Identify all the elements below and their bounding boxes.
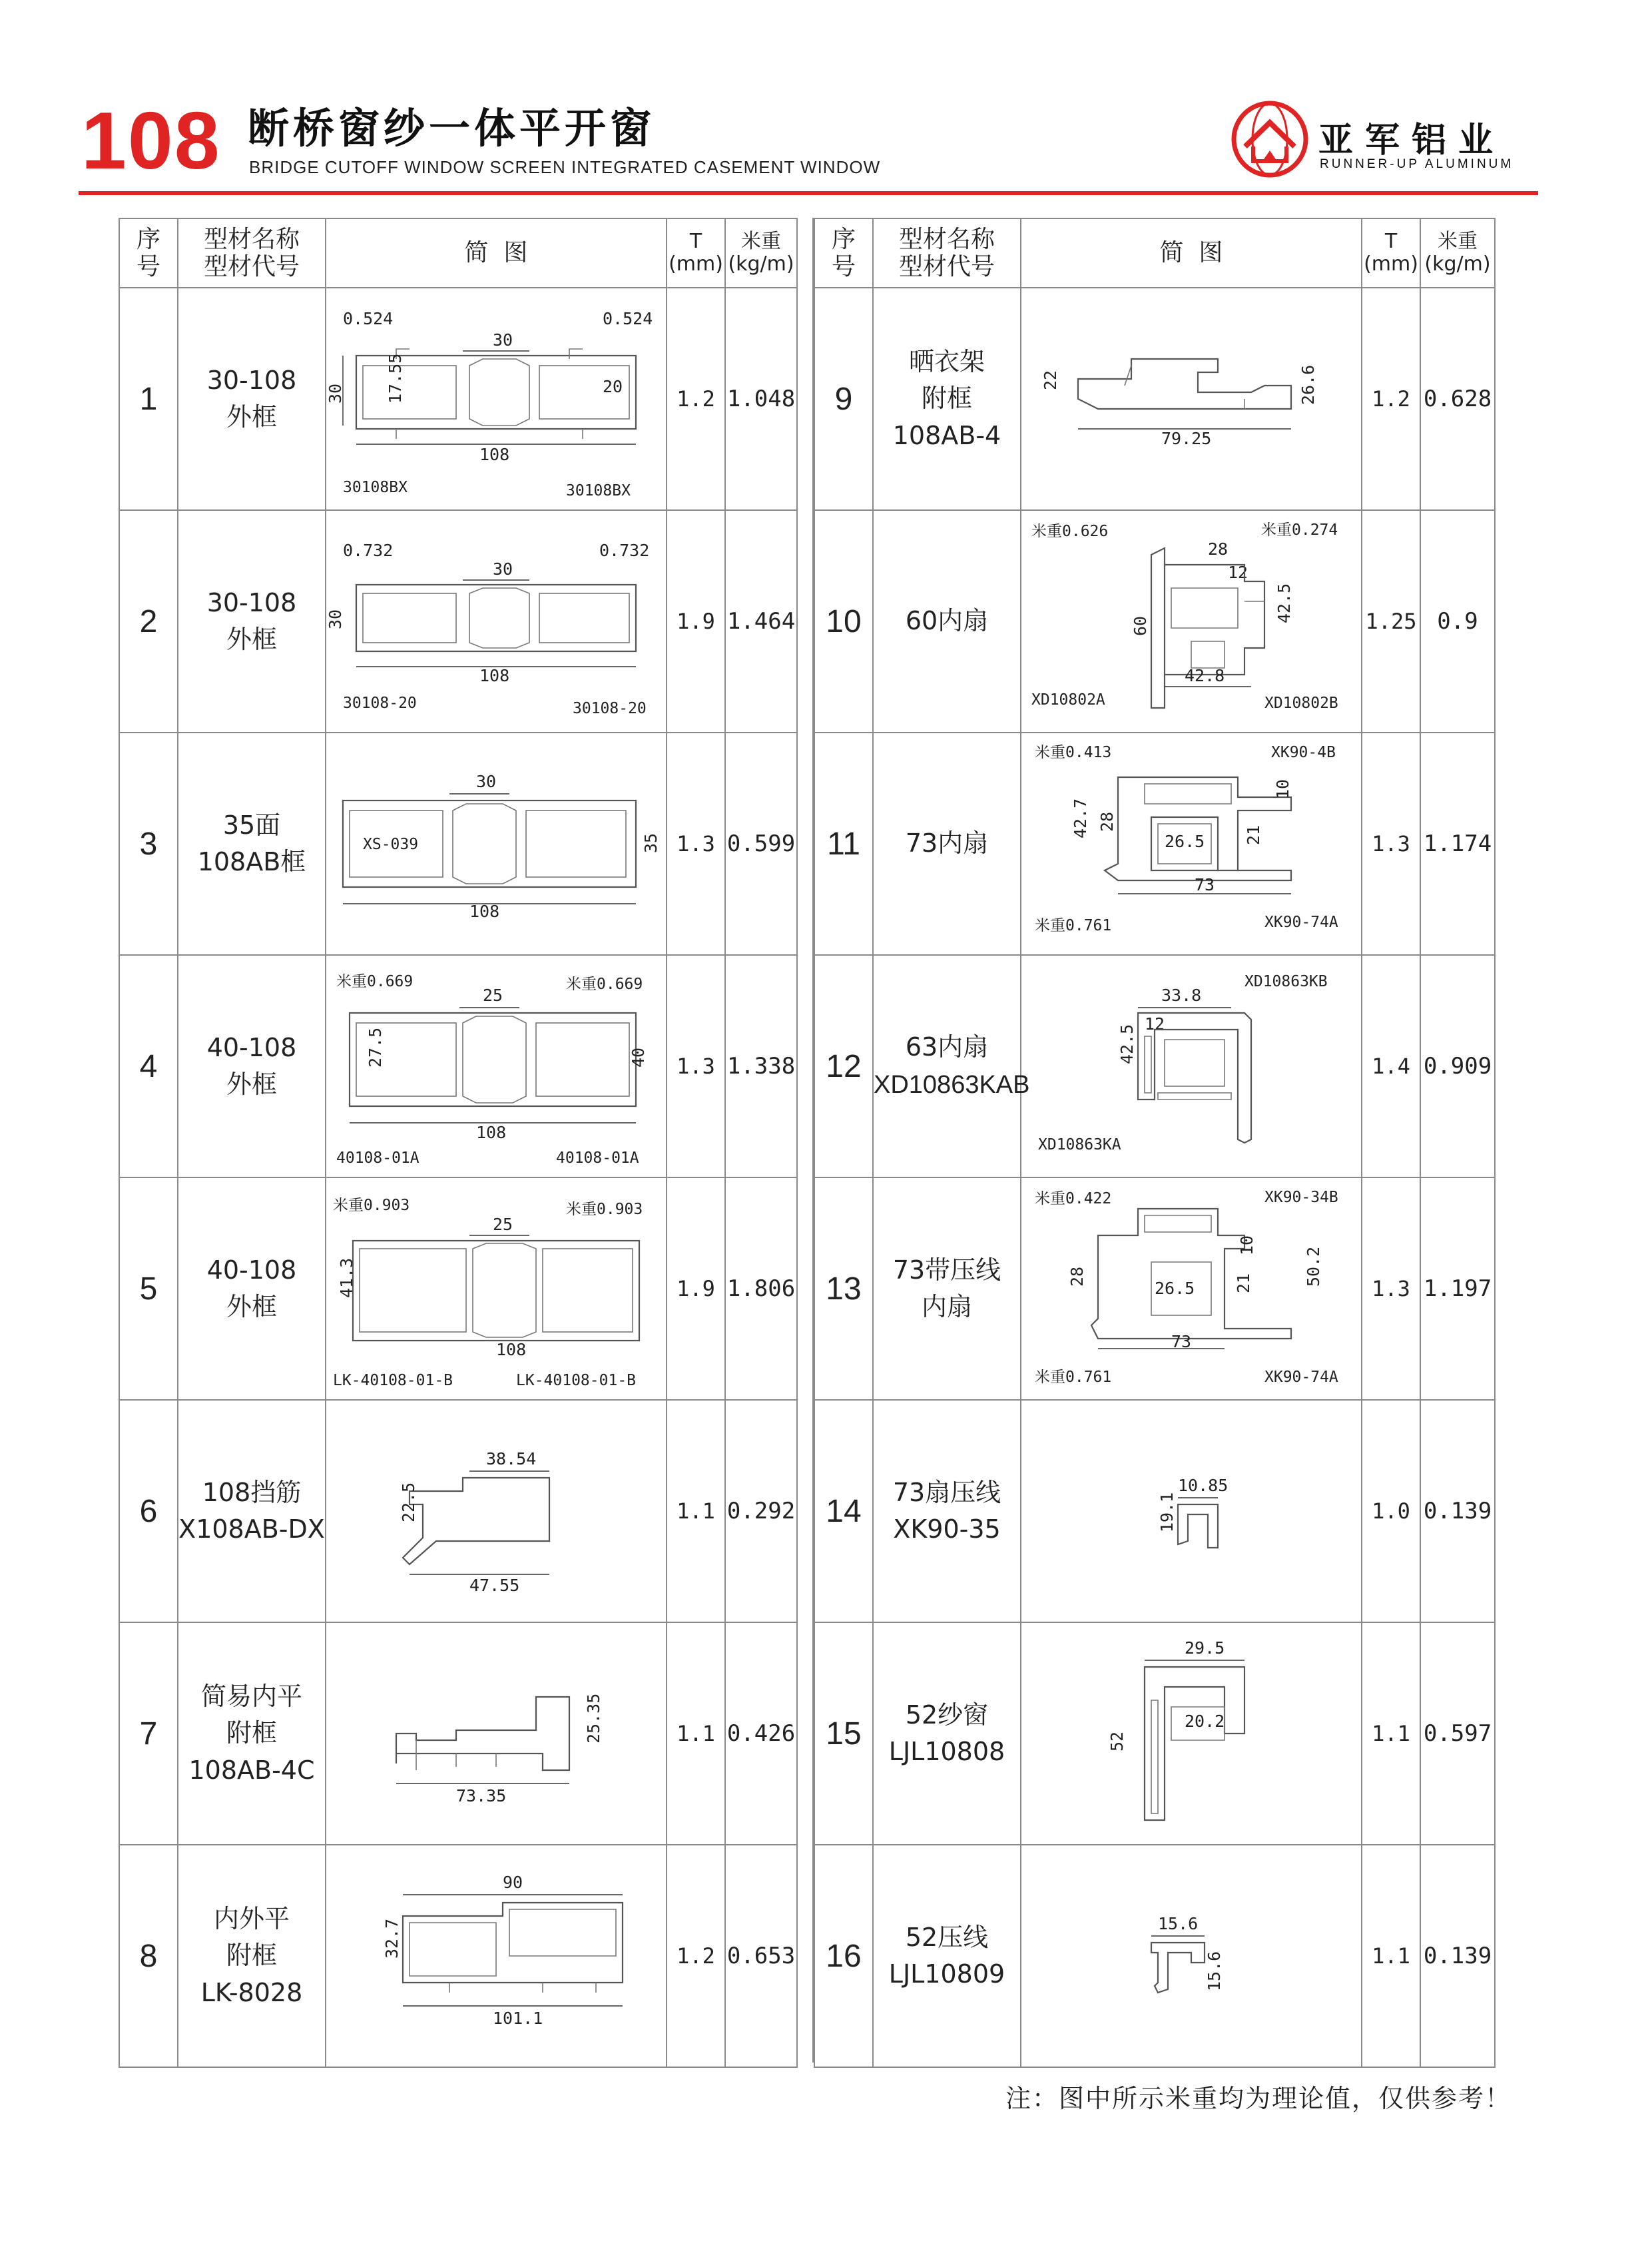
profile-name: 52压线 LJL10809 (873, 1845, 1021, 2067)
weight-value: 0.426 (725, 1622, 797, 1845)
svg-text:12: 12 (1228, 563, 1248, 582)
header-sketch: 简 图 (1021, 218, 1362, 288)
header-no: 序 号 (119, 218, 178, 288)
row-number: 10 (814, 510, 873, 733)
svg-text:90: 90 (503, 1873, 523, 1892)
profile-sketch (1021, 955, 1362, 1177)
table-row (814, 733, 1495, 955)
thickness-value: 1.1 (667, 1400, 725, 1622)
table-header (119, 218, 797, 288)
svg-text:30108-20: 30108-20 (573, 700, 647, 717)
svg-text:101.1: 101.1 (493, 2009, 543, 2028)
profile-name: 40-108 外框 (178, 955, 326, 1177)
profile-sketch (326, 510, 667, 733)
profile-name: 73扇压线 XK90-35 (873, 1400, 1021, 1622)
profile-sketch (326, 1622, 667, 1845)
row-number: 7 (119, 1622, 178, 1845)
svg-text:XD10863KB: XD10863KB (1244, 973, 1328, 990)
svg-text:XD10802A: XD10802A (1031, 691, 1105, 709)
weight-value: 0.597 (1420, 1622, 1495, 1845)
svg-text:30: 30 (326, 383, 345, 404)
svg-text:15.6: 15.6 (1158, 1914, 1199, 1933)
svg-text:25: 25 (483, 986, 503, 1005)
svg-text:LK-40108-01-B: LK-40108-01-B (516, 1372, 637, 1389)
svg-text:XK90-74A: XK90-74A (1264, 914, 1338, 931)
svg-text:42.7: 42.7 (1071, 798, 1090, 838)
row-number: 2 (119, 510, 178, 733)
thickness-value: 1.2 (1362, 288, 1420, 510)
svg-text:XD10802B: XD10802B (1264, 695, 1338, 712)
svg-text:22.5: 22.5 (399, 1482, 418, 1522)
svg-text:米重0.761: 米重0.761 (1035, 917, 1112, 934)
svg-text:20.2: 20.2 (1185, 1712, 1225, 1731)
table-row (119, 1177, 797, 1400)
svg-text:19.1: 19.1 (1157, 1492, 1177, 1532)
svg-text:42.8: 42.8 (1185, 666, 1225, 685)
svg-text:60: 60 (1131, 615, 1150, 636)
svg-text:17.55: 17.55 (386, 353, 405, 404)
svg-text:XD10863KA: XD10863KA (1038, 1136, 1121, 1153)
svg-text:26.5: 26.5 (1155, 1279, 1195, 1298)
thickness-value: 1.4 (1362, 955, 1420, 1177)
svg-text:73.35: 73.35 (456, 1786, 507, 1805)
weight-value: 0.599 (725, 733, 797, 955)
row-number: 15 (814, 1622, 873, 1845)
profile-name: 35面 108AB框 (178, 733, 326, 955)
weight-value: 1.338 (725, 955, 797, 1177)
row-number: 16 (814, 1845, 873, 2067)
row-number: 9 (814, 288, 873, 510)
svg-text:28: 28 (1097, 811, 1117, 832)
brand-name-cn: 亚军铝业 (1318, 121, 1506, 160)
svg-text:79.25: 79.25 (1161, 429, 1212, 448)
header-weight: 米重 (kg/m) (725, 218, 797, 288)
table-row (814, 510, 1495, 733)
spec-table-left (119, 218, 798, 2068)
profile-sketch (326, 733, 667, 955)
table-row (119, 1845, 797, 2067)
row-number: 12 (814, 955, 873, 1177)
profile-name: 60内扇 (873, 510, 1021, 733)
svg-text:28: 28 (1208, 539, 1229, 559)
svg-text:108: 108 (469, 902, 500, 921)
thickness-value: 1.3 (1362, 1177, 1420, 1400)
profile-name: 63内扇 XD10863KAB (873, 955, 1021, 1177)
svg-text:30108BX: 30108BX (566, 482, 631, 499)
svg-text:米重0.626: 米重0.626 (1031, 523, 1109, 540)
profile-sketch (326, 1177, 667, 1400)
thickness-value: 1.2 (667, 288, 725, 510)
svg-text:米重0.903: 米重0.903 (333, 1197, 410, 1214)
header-name: 型材名称 型材代号 (178, 218, 326, 288)
svg-text:XK90-74A: XK90-74A (1264, 1369, 1338, 1386)
thickness-value: 1.9 (667, 1177, 725, 1400)
svg-text:52: 52 (1107, 1731, 1127, 1752)
thickness-value: 1.9 (667, 510, 725, 733)
svg-text:22: 22 (1041, 370, 1060, 390)
svg-text:41.3: 41.3 (337, 1257, 356, 1298)
header-no: 序 号 (814, 218, 873, 288)
svg-text:米重0.274: 米重0.274 (1261, 521, 1338, 539)
svg-text:47.55: 47.55 (469, 1576, 520, 1595)
table-row (119, 733, 797, 955)
header-rule (79, 191, 1538, 195)
svg-text:38.54: 38.54 (486, 1449, 537, 1468)
svg-text:27.5: 27.5 (366, 1027, 385, 1068)
svg-text:0.732: 0.732 (599, 541, 650, 560)
table-row (119, 955, 797, 1177)
svg-text:28: 28 (1067, 1266, 1087, 1287)
profile-name: 108挡筋 X108AB-DX (178, 1400, 326, 1622)
svg-text:25: 25 (493, 1215, 513, 1234)
thickness-value: 1.25 (1362, 510, 1420, 733)
svg-text:20: 20 (603, 377, 623, 396)
weight-value: 0.653 (725, 1845, 797, 2067)
table-row (814, 1622, 1495, 1845)
svg-text:35: 35 (641, 832, 661, 853)
svg-text:米重0.413: 米重0.413 (1035, 744, 1112, 761)
svg-text:米重0.669: 米重0.669 (336, 973, 413, 990)
row-number: 8 (119, 1845, 178, 2067)
svg-text:33.8: 33.8 (1161, 986, 1202, 1005)
svg-text:40: 40 (629, 1047, 648, 1068)
svg-text:0.732: 0.732 (343, 541, 394, 560)
weight-value: 0.139 (1420, 1845, 1495, 2067)
svg-text:42.5: 42.5 (1117, 1024, 1137, 1064)
svg-text:10: 10 (1237, 1235, 1256, 1255)
brand-name-en: RUNNER-UP ALUMINUM (1320, 157, 1514, 171)
svg-text:30: 30 (493, 559, 513, 579)
svg-text:73: 73 (1171, 1332, 1192, 1351)
thickness-value: 1.1 (1362, 1845, 1420, 2067)
svg-text:米重0.903: 米重0.903 (566, 1201, 643, 1218)
table-row (119, 1400, 797, 1622)
profile-name: 73内扇 (873, 733, 1021, 955)
svg-text:30: 30 (493, 330, 513, 350)
svg-text:108: 108 (479, 666, 510, 685)
thickness-value: 1.2 (667, 1845, 725, 2067)
svg-text:40108-01A: 40108-01A (336, 1149, 419, 1167)
profile-sketch (326, 288, 667, 510)
header-name: 型材名称 型材代号 (873, 218, 1021, 288)
header-weight: 米重 (kg/m) (1420, 218, 1495, 288)
svg-text:10: 10 (1273, 779, 1292, 799)
svg-text:29.5: 29.5 (1185, 1638, 1225, 1658)
weight-value: 0.909 (1420, 955, 1495, 1177)
weight-value: 0.292 (725, 1400, 797, 1622)
profile-sketch (1021, 510, 1362, 733)
svg-text:15.6: 15.6 (1205, 1951, 1224, 1991)
profile-name: 30-108 外框 (178, 288, 326, 510)
profile-sketch (1021, 733, 1362, 955)
table-row (814, 1400, 1495, 1622)
svg-text:73: 73 (1195, 875, 1215, 894)
house-globe-icon (1231, 100, 1309, 178)
weight-value: 0.9 (1420, 510, 1495, 733)
svg-text:42.5: 42.5 (1274, 583, 1294, 623)
table-row (119, 288, 797, 510)
row-number: 4 (119, 955, 178, 1177)
header-thickness: T (mm) (667, 218, 725, 288)
row-number: 1 (119, 288, 178, 510)
profile-name: 晒衣架 附框 108AB-4 (873, 288, 1021, 510)
row-number: 11 (814, 733, 873, 955)
svg-text:XK90-4B: XK90-4B (1271, 744, 1336, 761)
profile-sketch (1021, 1622, 1362, 1845)
svg-text:30: 30 (326, 609, 345, 629)
svg-text:26.6: 26.6 (1298, 364, 1318, 405)
table-row (119, 1622, 797, 1845)
catalog-number: 108 (81, 95, 221, 186)
thickness-value: 1.3 (1362, 733, 1420, 955)
header-sketch: 简 图 (326, 218, 667, 288)
weight-value: 1.174 (1420, 733, 1495, 955)
profile-sketch (1021, 1400, 1362, 1622)
svg-text:米重0.761: 米重0.761 (1035, 1369, 1112, 1386)
thickness-value: 1.3 (667, 733, 725, 955)
svg-text:LK-40108-01-B: LK-40108-01-B (333, 1372, 453, 1389)
page-title: 断桥窗纱一体平开窗 (248, 104, 656, 153)
svg-text:XK90-34B: XK90-34B (1264, 1189, 1338, 1206)
table-row (814, 1177, 1495, 1400)
profile-name: 73带压线 内扇 (873, 1177, 1021, 1400)
weight-value: 1.806 (725, 1177, 797, 1400)
svg-text:108: 108 (479, 445, 510, 464)
svg-text:21: 21 (1234, 1273, 1253, 1293)
table-row (814, 955, 1495, 1177)
spec-table-right (814, 218, 1496, 2068)
row-number: 6 (119, 1400, 178, 1622)
profile-sketch (326, 1845, 667, 2067)
table-row (814, 288, 1495, 510)
svg-text:26.5: 26.5 (1165, 832, 1205, 851)
weight-value: 1.048 (725, 288, 797, 510)
svg-text:0.524: 0.524 (603, 309, 653, 328)
profile-name: 30-108 外框 (178, 510, 326, 733)
svg-text:25.35: 25.35 (584, 1693, 603, 1744)
svg-text:米重0.422: 米重0.422 (1035, 1190, 1112, 1207)
row-number: 3 (119, 733, 178, 955)
profile-name: 简易内平 附框 108AB-4C (178, 1622, 326, 1845)
svg-text:10.85: 10.85 (1178, 1476, 1229, 1495)
profile-name: 内外平 附框 LK-8028 (178, 1845, 326, 2067)
header-thickness: T (mm) (1362, 218, 1420, 288)
weight-value: 1.197 (1420, 1177, 1495, 1400)
svg-text:XS-039: XS-039 (363, 836, 419, 853)
row-number: 13 (814, 1177, 873, 1400)
svg-text:40108-01A: 40108-01A (556, 1149, 639, 1167)
table-row (119, 510, 797, 733)
profile-sketch (1021, 1845, 1362, 2067)
svg-text:12: 12 (1145, 1014, 1165, 1034)
profile-sketch (1021, 1177, 1362, 1400)
svg-text:米重0.669: 米重0.669 (566, 976, 643, 993)
profile-sketch (326, 1400, 667, 1622)
svg-text:50.2: 50.2 (1304, 1246, 1323, 1287)
row-number: 5 (119, 1177, 178, 1400)
table-header (814, 218, 1495, 288)
svg-text:108: 108 (476, 1123, 507, 1142)
profile-name: 52纱窗 LJL10808 (873, 1622, 1021, 1845)
thickness-value: 1.1 (667, 1622, 725, 1845)
thickness-value: 1.1 (1362, 1622, 1420, 1845)
svg-text:0.524: 0.524 (343, 309, 394, 328)
svg-text:21: 21 (1244, 824, 1263, 845)
table-gutter (796, 218, 814, 2063)
thickness-value: 1.0 (1362, 1400, 1420, 1622)
profile-name: 40-108 外框 (178, 1177, 326, 1400)
row-number: 14 (814, 1400, 873, 1622)
footnote: 注：图中所示米重均为理论值，仅供参考！ (1005, 2084, 1512, 2113)
svg-text:108: 108 (496, 1340, 527, 1359)
svg-text:30: 30 (476, 772, 497, 791)
weight-value: 0.139 (1420, 1400, 1495, 1622)
svg-text:30108BX: 30108BX (343, 479, 408, 496)
table-row (814, 1845, 1495, 2067)
profile-sketch (326, 955, 667, 1177)
profile-sketch (1021, 288, 1362, 510)
weight-value: 1.464 (725, 510, 797, 733)
page-subtitle: BRIDGE CUTOFF WINDOW SCREEN INTEGRATED CASEMENT WINDOW (249, 157, 881, 177)
svg-text:30108-20: 30108-20 (343, 695, 417, 712)
thickness-value: 1.3 (667, 955, 725, 1177)
svg-text:32.7: 32.7 (382, 1918, 402, 1959)
weight-value: 0.628 (1420, 288, 1495, 510)
